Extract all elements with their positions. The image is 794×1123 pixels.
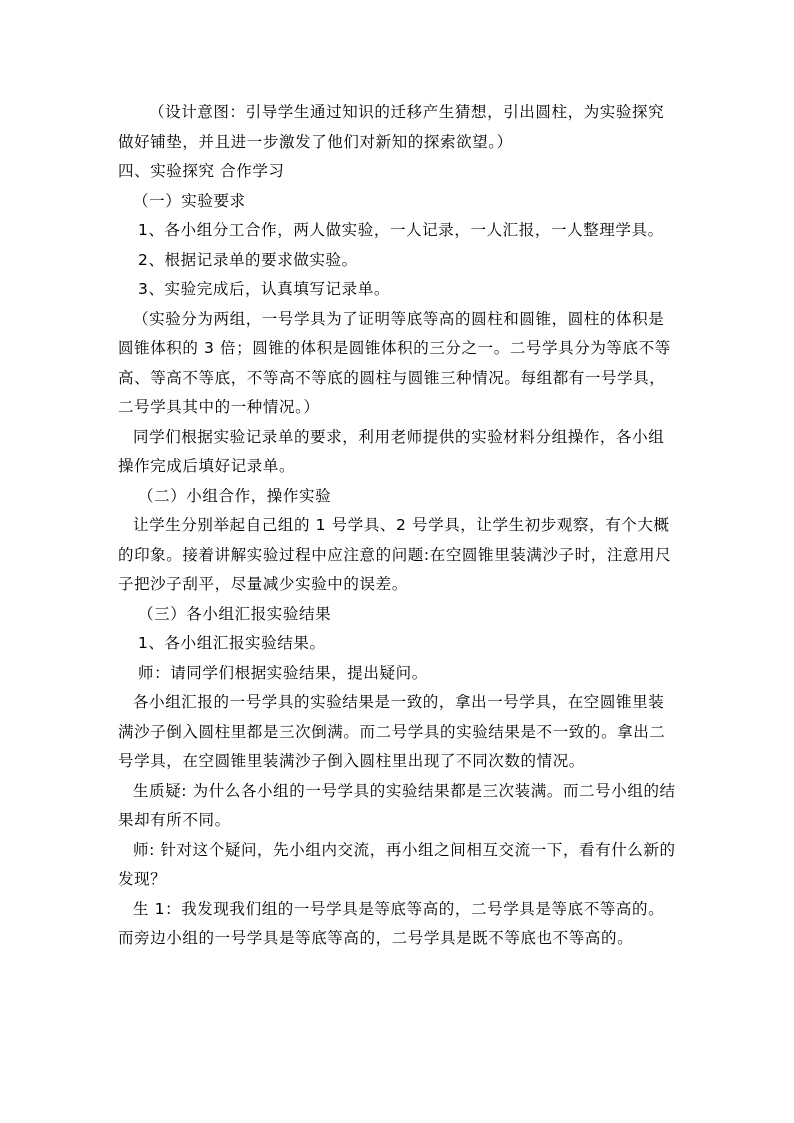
student-one-paragraph: 生 1：我发现我们组的一号学具是等底等高的，二号学具是等底不等高的。而旁边小组的一号学具是等底等高的，二号学具是既不等底也不等高的。 (118, 899, 665, 947)
requirement-item-1: 1、各小组分工合作，两人做实验，一人记录，一人汇报，一人整理学具。 (138, 221, 664, 239)
document-page (118, 98, 678, 954)
students-operate-paragraph: 同学们根据实验记录单的要求，利用老师提供的实验材料分组操作，各小组操作完成后填好记录单。 (118, 427, 665, 475)
subsection-heading-two: （二）小组合作，操作实验 (138, 486, 332, 505)
subsection-heading-one: （一）实验要求 (133, 191, 246, 210)
report-item-1: 1、各小组汇报实验结果。 (138, 634, 326, 652)
teacher-response-paragraph: 师: 针对这个疑问，先小组内交流，再小组之间相互交流一下，看有什么新的发现？ (118, 840, 676, 888)
results-paragraph: 各小组汇报的一号学具的实验结果是一致的，拿出一号学具，在空圆锥里装满沙子倒入圆柱里都是三次倒满。而二号学具的实验结果是不一致的。拿出二号学具，在空圆锥里装满沙子倒入圆柱里出现了不同次数的情况。 (118, 693, 666, 770)
observe-paragraph: 让学生分别举起自己组的 1 号学具、2 号学具，让学生初步观察，有个大概的印象。接着讲解实验过程中应注意的问题:在空圆锥里装满沙子时，注意用尺子把沙子刮平，尽量减少实验中的误差。 (118, 516, 672, 593)
requirement-item-3: 3、实验完成后，认真填写记录单。 (138, 280, 390, 298)
experiment-note-paragraph: （实验分为两组，一号学具为了证明等底等高的圆柱和圆锥，圆柱的体积是圆锥体积的 3 倍；圆锥的体积是圆锥体积的三分之一。二号学具分为等底不等高、等高不等底，不等高不等底的圆柱与圆锥三种情况。每组都有一号学具，二号学具其中的一种情况。） (118, 309, 671, 416)
subsection-heading-three: （三）各小组汇报实验结果 (138, 604, 332, 623)
section-heading-four: 四、实验探究 合作学习 (118, 162, 285, 180)
student-question-paragraph: 生质疑: 为什么各小组的一号学具的实验结果都是三次装满。而二号小组的结果却有所不同。 (118, 781, 676, 829)
requirement-item-2: 2、根据记录单的要求做实验。 (138, 250, 358, 269)
design-intent-paragraph: （设计意图：引导学生通过知识的迁移产生猜想，引出圆柱，为实验探究做好铺垫，并且进一步激发了他们对新知的探索欲望。） (118, 103, 665, 151)
teacher-prompt-paragraph: 师：请同学们根据实验结果，提出疑问。 (138, 663, 428, 682)
